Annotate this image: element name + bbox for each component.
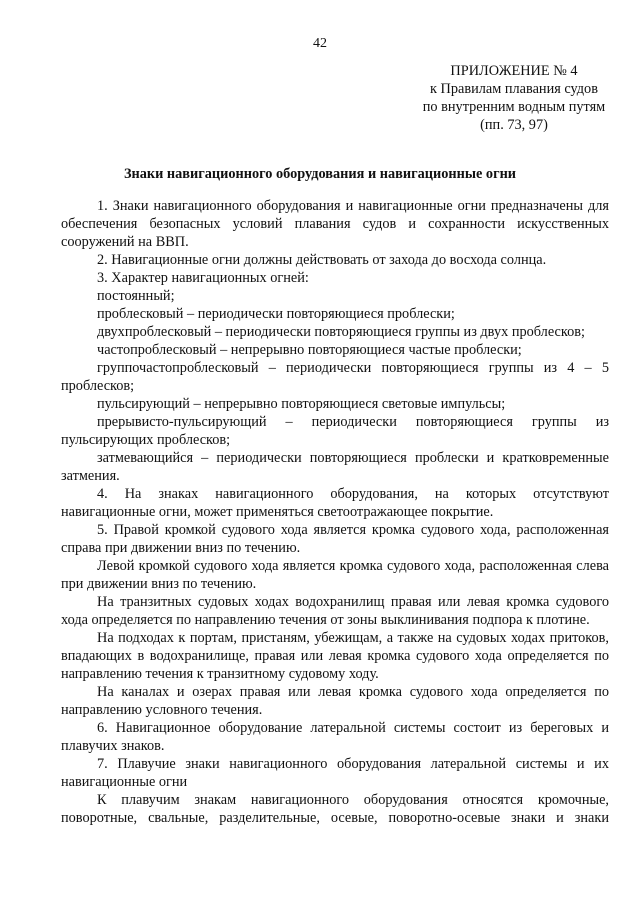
paragraph: 5. Правой кромкой судового хода является кромка судового хода, расположенная справа при движении вниз по течению. [61,522,609,556]
paragraph: 1. Знаки навигационного оборудования и навигационные огни предназначены для обеспечения безопасных условий плавания судов и сохранности искусственных сооружений на ВВП. [61,198,609,250]
paragraph: затмевающийся – периодически повторяющиеся проблески и кратковременные затмения. [61,450,609,484]
paragraph: 3. Характер навигационных огней: [97,270,309,286]
paragraph: пульсирующий – непрерывно повторяющиеся световые импульсы; [97,396,506,412]
paragraph: двухпроблесковый – периодически повторяющиеся группы из двух проблесков; [97,324,585,340]
paragraph: 7. Плавучие знаки навигационного оборудования латеральной системы и их навигационные огни [61,756,609,790]
paragraph: К плавучим знакам навигационного оборудования относятся кромочные, поворотные, свальные, разделительные, осевые, поворотно-осевые знаки и знаки [61,792,609,826]
appendix-reference: (пп. 73, 97) [480,117,548,133]
paragraph: На транзитных судовых ходах водохранилищ правая или левая кромка судового хода определяется по направлению течения от зоны выклинивания подпора к плотине. [61,594,609,628]
page-number: 42 [313,36,327,51]
appendix-header [404,62,624,134]
document-body [61,197,609,827]
appendix-title: ПРИЛОЖЕНИЕ № 4 [450,63,578,79]
appendix-line: к Правилам плавания судов [430,81,598,97]
paragraph: группочастопроблесковый – периодически повторяющиеся группы из 4 – 5 проблесков; [61,360,609,394]
paragraph: проблесковый – периодически повторяющиеся проблески; [97,306,455,322]
paragraph: 6. Навигационное оборудование латеральной системы состоит из береговых и плавучих знаков. [61,720,609,754]
appendix-line: по внутренним водным путям [422,99,606,115]
document-title: Знаки навигационного оборудования и навигационные огни [123,166,517,182]
paragraph: прерывисто-пульсирующий – периодически повторяющиеся группы из пульсирующих проблесков; [61,414,609,448]
paragraph: постоянный; [97,288,175,304]
paragraph: На каналах и озерах правая или левая кромка судового хода определяется по направлению условного течения. [61,684,609,718]
paragraph: Левой кромкой судового хода является кромка судового хода, расположенная слева при движении вниз по течению. [61,558,609,592]
paragraph: На подходах к портам, пристаням, убежищам, а также на судовых ходах притоков, впадающих в водохранилище, правая или левая кромка судового хода определяется по направлению течения к транзитному судовому ходу. [61,630,609,682]
paragraph: 4. На знаках навигационного оборудования, на которых отсутствуют навигационные огни, может применяться светоотражающее покрытие. [61,486,609,520]
paragraph: частопроблесковый – непрерывно повторяющиеся частые проблески; [97,342,522,358]
paragraph: 2. Навигационные огни должны действовать от захода до восхода солнца. [97,252,547,268]
